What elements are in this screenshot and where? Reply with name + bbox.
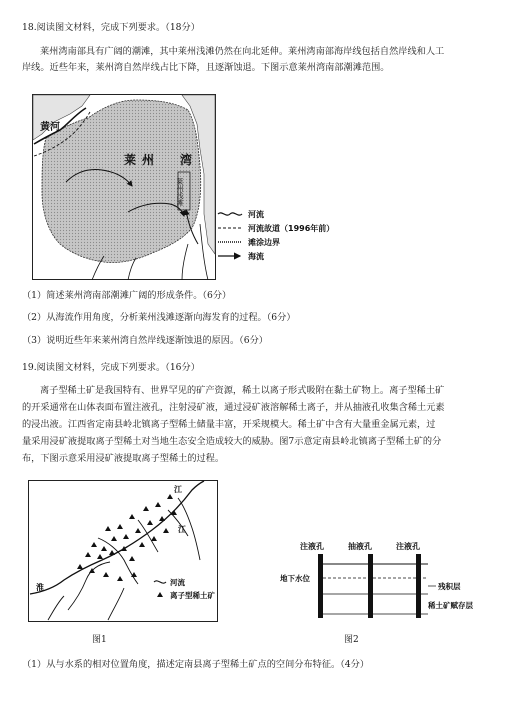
inject-hole-2-shaft <box>416 554 421 618</box>
legend-tidal-edge-label: 滩涂边界 <box>248 238 280 247</box>
legend-river-label: 河流 <box>248 210 264 219</box>
legend-river-symbol <box>218 213 242 215</box>
label-extract-hole: 抽液孔 <box>348 542 372 551</box>
label-jiang-mid: 江 <box>178 525 186 534</box>
q18-question-2: （2）从海流作用角度，分析莱州浅滩逐渐向海发育的过程。（6分） <box>22 312 296 323</box>
q19-question-1: （1）从与水系的相对位置角度，描述定南县离子型稀土矿点的空间分布特征。（4分） <box>22 659 370 670</box>
q18-question-1: （1）简述莱州湾南部潮滩广阔的形成条件。（6分） <box>22 290 232 301</box>
fig1-legend-river-label: 河流 <box>170 578 185 587</box>
label-residual-layer: 残积层 <box>438 582 461 591</box>
label-inject-hole-2: 注液孔 <box>396 542 420 551</box>
label-wan: 湾 <box>180 153 193 167</box>
q19-title: 19.阅读图文材料，完成下列要求。（16分） <box>22 362 200 373</box>
extract-hole-shaft <box>368 554 373 618</box>
label-inject-hole-1: 注液孔 <box>300 542 324 551</box>
label-jiang-top: 江 <box>174 485 182 494</box>
fig2-leaching-diagram <box>278 540 483 626</box>
map-legend <box>216 206 346 268</box>
label-huai: 淮 <box>36 583 44 592</box>
legend-current-label: 海流 <box>248 252 264 261</box>
q18-question-3: （3）说明近些年来莱州湾自然岸线逐渐蚀退的原因。（6分） <box>22 335 268 346</box>
q19-para-line-3: 的浸出液。江西省定南县岭北镇离子型稀土储量丰富，开采规模大。稀土矿中含有大量重金属元素，过 <box>22 419 436 430</box>
q19-para-line-1: 离子型稀土矿是我国特有、世界罕见的矿产资源，稀土以离子形式吸附在黏土矿物上。离子型稀土矿 <box>40 385 445 396</box>
q18-para-line-2: 岸线。近些年来，莱州湾自然岸线占比下降，且逐渐蚀退。下图示意莱州湾南部潮滩范围。 <box>22 62 390 73</box>
q18-title: 18.阅读图文材料，完成下列要求。（18分） <box>22 22 200 33</box>
q19-para-line-4: 量采用浸矿液提取离子型稀土对当地生态安全造成较大的威胁。图7示意定南县岭北镇离子型稀土矿的分 <box>22 436 442 447</box>
fig1-legend-mine-label: 离子型稀土矿 <box>170 591 215 600</box>
label-water-table: 地下水位 <box>280 574 310 583</box>
q18-para-line-1: 莱州湾南部具有广阔的潮滩，其中莱州浅滩仍然在向北延伸。莱州湾南部海岸线包括自然岸线和人工 <box>40 46 445 57</box>
q19-para-line-5: 布，下图示意采用浸矿液提取离子型稀土的过程。 <box>22 453 225 464</box>
inject-hole-1-shaft <box>318 554 323 618</box>
legend-old-river-label: 河流故道（1996年前） <box>248 224 335 233</box>
fig1-caption: 图1 <box>92 635 107 645</box>
label-ore-layer: 稀土矿赋存层 <box>428 601 473 610</box>
laizhou-bay-map <box>32 94 216 280</box>
fig1-mine-distribution-map <box>28 480 218 622</box>
label-laizhou: 莱州 <box>124 153 161 167</box>
fig2-caption: 图2 <box>344 635 359 645</box>
label-huanghe: 黄河 <box>40 122 60 133</box>
label-laizhou-shoal: 莱州浅滩 <box>176 178 184 206</box>
q19-para-line-2: 的开采通常在山体表面布置注液孔，注射浸矿液，通过浸矿液溶解稀土离子，并从抽液孔收集含稀土元素 <box>22 402 445 413</box>
